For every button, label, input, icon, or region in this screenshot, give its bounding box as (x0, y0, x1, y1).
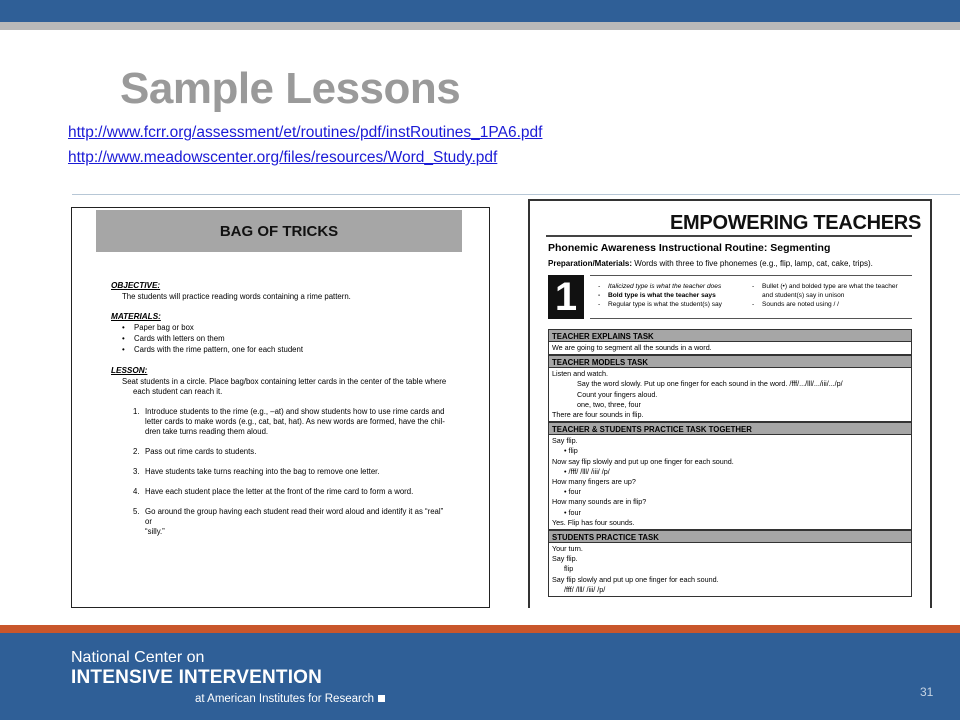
top-header-bar (0, 0, 960, 22)
task-section-body: Your turn. Say flip. flip Say flip slowly and put up one finger for each sound. /fff/ /lll/ /iii/ /p/ (548, 543, 912, 597)
slide-title: Sample Lessons (120, 64, 461, 113)
bag-of-tricks-content (111, 281, 451, 547)
lesson-intro-cont: each student can reach it. (133, 387, 223, 396)
task-sections (548, 329, 912, 597)
lesson-intro: Seat students in a circle. Place bag/box containing letter cards in the center of the table where (122, 377, 447, 386)
list-item: 5. Go around the group having each student read their word aloud and identify it as “real” or “silly.” (133, 507, 444, 536)
preparation-materials: Preparation/Materials: Words with three to five phonemes (e.g., flip, lamp, cat, cake, trips). (548, 259, 873, 268)
objective-text: The students will practice reading words containing a rime pattern. (122, 292, 351, 301)
list-item: 4. Have each student place the letter at the front of the rime card to form a word. (133, 487, 414, 496)
square-icon (378, 695, 385, 702)
routine-number-badge: 1 (548, 275, 584, 319)
task-section-body: Listen and watch. Say the word slowly. Put up one finger for each sound in the word. /fff/.../lll/.../iii/.../p/ Count your fingers aloud. one, two, three, four There are four sounds in flip. (548, 368, 912, 422)
task-section-header: TEACHER EXPLAINS TASK (548, 329, 912, 342)
empowering-teachers-document (528, 199, 932, 608)
legend-right: - Bullet (•) and bolded type are what the teacher and student(s) say in unison - Sounds are noted using / / (752, 282, 912, 309)
task-section-body: Say flip. • flip Now say flip slowly and put up one finger for each sound. • /fff/ /lll/ /iii/ /p/ How many fingers are up? • four How many sounds are in flip? • four Yes. Flip has four sounds. (548, 435, 912, 530)
legend-left: - Italicized type is what the teacher does - Bold type is what the teacher says - Regular type is what the student(s) say (598, 282, 758, 309)
footer-org-line1: National Center on (71, 649, 205, 666)
title-divider (72, 194, 960, 195)
task-section-header: TEACHER & STUDENTS PRACTICE TASK TOGETHER (548, 422, 912, 435)
bag-of-tricks-header: BAG OF TRICKS (96, 210, 462, 252)
task-section-header: STUDENTS PRACTICE TASK (548, 530, 912, 543)
title-rule (546, 235, 912, 237)
list-item: 3. Have students take turns reaching into the bag to remove one letter. (133, 467, 380, 476)
lesson-heading: LESSON: (111, 366, 148, 375)
empowering-teachers-title: EMPOWERING TEACHERS (670, 212, 921, 234)
objective-heading: OBJECTIVE: (111, 281, 161, 290)
task-section-header: TEACHER MODELS TASK (548, 355, 912, 368)
list-item: • Paper bag or box (122, 323, 451, 333)
lesson-steps (111, 407, 451, 537)
top-header-stripe (0, 22, 960, 30)
list-item: • Cards with the rime pattern, one for each student (122, 345, 451, 355)
footer-accent-bar (0, 625, 960, 633)
materials-list (111, 323, 451, 355)
routine-title: Phonemic Awareness Instructional Routine: Segmenting (548, 242, 831, 254)
meadows-word-study-link[interactable]: http://www.meadowscenter.org/files/resources/Word_Study.pdf (68, 149, 498, 166)
fcrr-routine-link[interactable]: http://www.fcrr.org/assessment/et/routines/pdf/instRoutines_1PA6.pdf (68, 124, 543, 141)
materials-heading: MATERIALS: (111, 312, 161, 321)
page-number: 31 (920, 685, 934, 699)
footer-org-affiliation: at American Institutes for Research (195, 693, 385, 705)
list-item: 2. Pass out rime cards to students. (133, 447, 257, 456)
task-section-body: We are going to segment all the sounds in a word. (548, 342, 912, 355)
list-item: 1. Introduce students to the rime (e.g., –at) and show students how to use rime cards and letter cards to make words (e.g., cat, bat, hat). As new words are formed, have the chil- dren take turns reading them aloud. (133, 407, 445, 436)
footer-org-name: INTENSIVE INTERVENTION (71, 667, 323, 688)
bag-of-tricks-document (71, 207, 490, 608)
footer (0, 633, 960, 720)
list-item: • Cards with letters on them (122, 334, 451, 344)
